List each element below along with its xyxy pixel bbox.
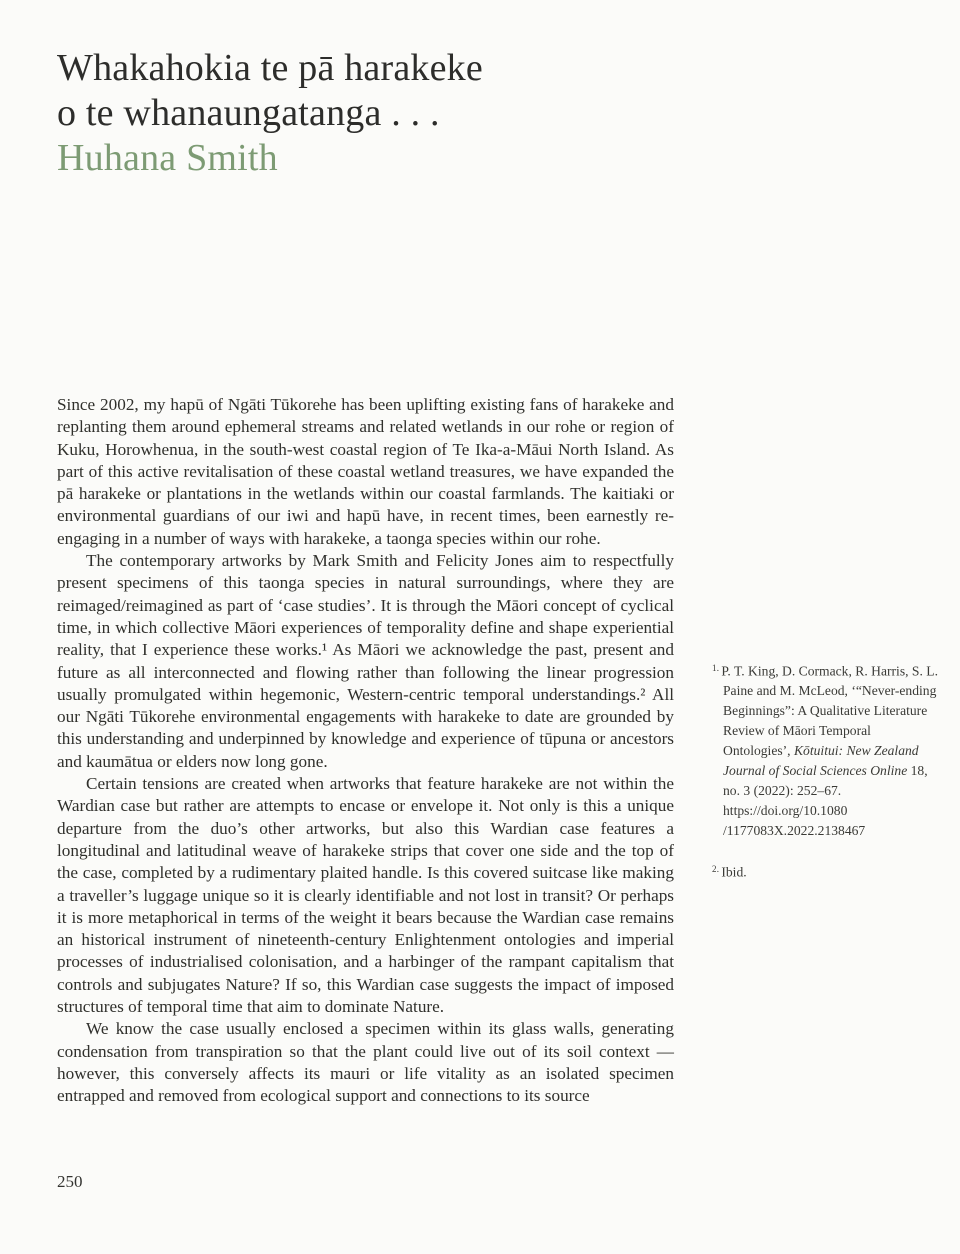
footnote-1-text: P. T. King, D. Cormack, R. Harris, S. L. Paine and M. McLeod, ‘“Never-ending Beginnings”: A Qualitative Literature Review of Māori Temporal Ontologies’, xyxy=(721,663,938,759)
footnote-1 xyxy=(712,659,938,841)
paragraph-2: The contemporary artworks by Mark Smith and Felicity Jones aim to respectfully present specimens of this taonga species in natural surroundings, where they are reimaged/reimagined as part of ‘case studies’. It is through the Māori concept of cyclical time, in which collective Māori experiences of temporality define and shape experiential reality, that I experience these works.¹ As Māori we acknowledge the past, present and future as all interconnected and flowing rather than following the linear progression usually promulgated within hegemonic, Western-centric temporal understandings.² All our Ngāti Tūkorehe environmental engagements with harakeke to date are grounded by this understanding and underpinned by knowledge and experience of tūpuna or ancestors and kaumātua or elders now long gone. xyxy=(57,551,674,771)
footnote-1-journal-title: Kōtuitui: New Zealand Journal of Social Sciences Online xyxy=(723,743,919,779)
footnote-2-text: Ibid. xyxy=(721,864,747,880)
paragraph-4: We know the case usually enclosed a specimen within its glass walls, generating condensation from transpiration so that the plant could live out of its soil context — however, this conversely affects its mauri or life vitality as an isolated specimen entrapped and removed from ecological support and connections to its source xyxy=(57,1019,674,1106)
page-number: 250 xyxy=(57,1172,83,1191)
footnotes-column xyxy=(712,659,938,901)
footnote-2 xyxy=(712,860,938,882)
title-line-1: Whakahokia te pā harakeke xyxy=(57,47,483,89)
footnote-1-citation-tail: 18, no. 3 (2022): 252–67. https://doi.org/10.1080 /1177083X.2022.2138467 xyxy=(723,763,928,838)
paragraph-3: Certain tensions are created when artworks that feature harakeke are not within the Wardian case but rather are attempts to encase or envelope it. Not only is this a unique departure from the duo’s other artworks, but also this Wardian case features a longitudinal and latitudinal weave of harakeke strips that cover one side and the top of the case, completed by a rudimentary plaited handle. Is this covered suitcase like making a traveller’s luggage unique so it is clearly identifiable and not lost in transit? Or perhaps it is more metaphorical in terms of the weight it bears because the Wardian case remains an historical instrument of nineteenth-century Enlightenment ontologies and imperial processes of industrialised colonisation, and a harbinger of the rampant capitalism that controls and subjugates Nature? If so, this Wardian case suggests the impact of imposed structures of temporal time that aim to dominate Nature. xyxy=(57,774,674,1017)
title-line-2: o te whanaungatanga . . . xyxy=(57,92,440,134)
paragraph-1: Since 2002, my hapū of Ngāti Tūkorehe has been uplifting existing fans of harakeke and replanting them around ephemeral streams and related wetlands in our rohe or region of Kuku, Horowhenua, in the south-west coastal region of Te Ika-a-Māui North Island. As part of this active revitalisation of these coastal wetland treasures, we have expanded the pā harakeke or plantations in the wetlands within our coastal farmlands. The kaitiaki or environmental guardians of our iwi and hapū have, in recent times, been earnestly re-engaging in a number of ways with harakeke, a taonga species within our rohe. xyxy=(57,395,674,548)
footnote-2-marker: 2. xyxy=(712,863,720,874)
article-author: Huhana Smith xyxy=(57,137,278,179)
footnote-1-marker: 1. xyxy=(712,663,720,673)
article-title xyxy=(57,46,697,181)
article-header xyxy=(57,46,697,181)
body-text-column xyxy=(57,394,674,1108)
